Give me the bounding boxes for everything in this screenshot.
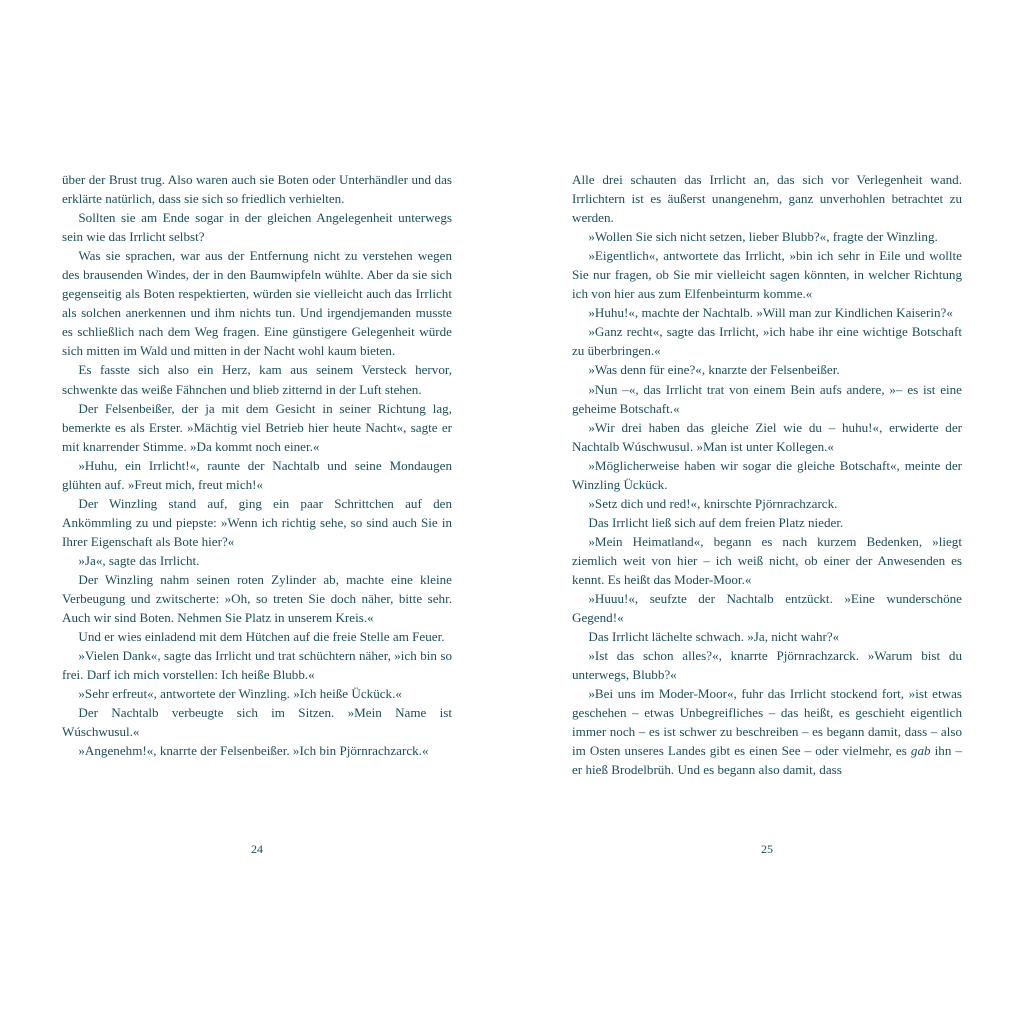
- paragraph: Und er wies einladend mit dem Hütchen auf die freie Stelle am Feuer.: [78, 629, 445, 645]
- paragraph: Das Irrlicht ließ sich auf dem freien Platz nieder.: [588, 514, 844, 530]
- paragraph: Das Irrlicht lächelte schwach. »Ja, nicht wahr?«: [588, 629, 840, 645]
- paragraph: »Huhu, ein Irrlicht!«, raunte der Nachtalb und seine Mondaugen glühten auf. »Freut mich, freut mich!«: [62, 457, 452, 492]
- paragraph: »Ganz recht«, sagte das Irrlicht, »ich habe ihr eine wichtige Botschaft zu überbringen.«: [572, 324, 962, 359]
- paragraph: Was sie sprachen, war aus der Entfernung nicht zu verstehen wegen des brausenden Windes, der in den Baumwipfeln wühlte. Aber da sie sich gegenseitig als Boten respektierten, würden sie vielleicht auch das Irrlicht als solchen anerkennen und ihm nichts tun. Und irgendjemanden musste es schließlich nach dem Weg fragen. Eine günstigere Gelegenheit würde sich mitten im Wald und mitten in der Nacht wohl kaum bieten.: [62, 248, 452, 359]
- left-page-text: [62, 170, 452, 760]
- paragraph: »Eigentlich«, antwortete das Irrlicht, »bin ich sehr in Eile und wollte Sie nur fragen, ob Sie mir vielleicht sagen könnten, in welcher Richtung ich von hier aus zum Elfenbeinturm komme.«: [572, 248, 962, 302]
- right-page: [572, 170, 962, 870]
- paragraph: »Sehr erfreut«, antwortete der Winzling. »Ich heiße Ückück.«: [78, 686, 402, 702]
- paragraph: Sollten sie am Ende sogar in der gleichen Angelegenheit unterwegs sein wie das Irrlicht selbst?: [62, 210, 452, 245]
- right-page-text: [572, 170, 962, 780]
- paragraph: »Nun –«, das Irrlicht trat von einem Bein aufs andere, »– es ist eine geheime Botschaft.«: [572, 381, 962, 416]
- paragraph: »Setz dich und red!«, knirschte Pjörnrachzarck.: [588, 495, 838, 511]
- paragraph: »Vielen Dank«, sagte das Irrlicht und trat schüchtern näher, »ich bin so frei. Darf ich mich vorstellen: Ich heiße Blubb.«: [62, 648, 452, 683]
- page-number-left: 24: [251, 842, 263, 856]
- paragraph: »Wir drei haben das gleiche Ziel wie du – huhu!«, erwiderte der Nachtalb Wúschwusul. »Man ist unter Kollegen.«: [572, 419, 962, 454]
- paragraph: Es fasste sich also ein Herz, kam aus seinem Versteck hervor, schwenkte das weiße Fähnchen und blieb zitternd in der Luft stehen.: [62, 362, 452, 397]
- paragraph: über der Brust trug. Also waren auch sie Boten oder Unterhändler und das erklärte natürlich, dass sie sich so friedlich verhielten.: [62, 172, 452, 207]
- paragraph: »Huuu!«, seufzte der Nachtalb entzückt. »Eine wunderschöne Gegend!«: [572, 591, 962, 626]
- paragraph: Alle drei schauten das Irrlicht an, das sich vor Verlegenheit wand. Irrlichtern ist es äußerst unangenehm, ganz unverhohlen betrachtet zu werden.: [572, 172, 962, 226]
- page-number-right: 25: [761, 842, 773, 856]
- paragraph: »Wollen Sie sich nicht setzen, lieber Blubb?«, fragte der Winzling.: [588, 229, 938, 245]
- paragraph: »Mein Heimatland«, begann es nach kurzem Bedenken, »liegt ziemlich weit von hier – ich weiß nicht, ob einer der Anwesenden es kennt. Es heißt das Moder-Moor.«: [572, 533, 962, 587]
- paragraph: Der Felsenbeißer, der ja mit dem Gesicht in seiner Richtung lag, bemerkte es als Erster. »Mächtig viel Betrieb hier heute Nacht«, sagte er mit knarrender Stimme. »Da kommt noch einer.«: [62, 400, 452, 454]
- paragraph: »Bei uns im Moder-Moor«, fuhr das Irrlicht stockend fort, »ist etwas geschehen – etwas Unbegreifliches – das heißt, es geschieht eigentlich immer noch – es ist schwer zu beschreiben – es begann damit, dass – also im Osten unseres Landes gibt es einen See – oder vielmehr, es gab ihn – er hieß Brodelbrüh. Und es begann also damit, dass: [572, 686, 962, 778]
- paragraph: »Angenehm!«, knarrte der Felsenbeißer. »Ich bin Pjörnrachzarck.«: [78, 743, 429, 759]
- paragraph: »Ja«, sagte das Irrlicht.: [78, 552, 200, 568]
- paragraph: »Ist das schon alles?«, knarrte Pjörnrachzarck. »Warum bist du unterwegs, Blubb?«: [572, 648, 962, 683]
- paragraph: »Möglicherweise haben wir sogar die gleiche Botschaft«, meinte der Winzling Ückück.: [572, 457, 962, 492]
- paragraph: »Huhu!«, machte der Nachtalb. »Will man zur Kindlichen Kaiserin?«: [588, 305, 953, 321]
- paragraph: »Was denn für eine?«, knarzte der Felsenbeißer.: [588, 362, 840, 378]
- left-page: [62, 170, 452, 870]
- paragraph: Der Winzling nahm seinen roten Zylinder ab, machte eine kleine Verbeugung und zwitscherte: »Oh, so treten Sie doch näher, bitte sehr. Auch wir sind Boten. Nehmen Sie Platz in unserem Kreis.«: [62, 571, 452, 626]
- paragraph: Der Nachtalb verbeugte sich im Sitzen. »Mein Name ist Wúschwusul.«: [62, 705, 452, 740]
- paragraph: Der Winzling stand auf, ging ein paar Schrittchen auf den Ankömmling zu und piepste: »Wenn ich richtig sehe, so sind auch Sie in Ihrer Eigenschaft als Bote hier?«: [62, 495, 452, 549]
